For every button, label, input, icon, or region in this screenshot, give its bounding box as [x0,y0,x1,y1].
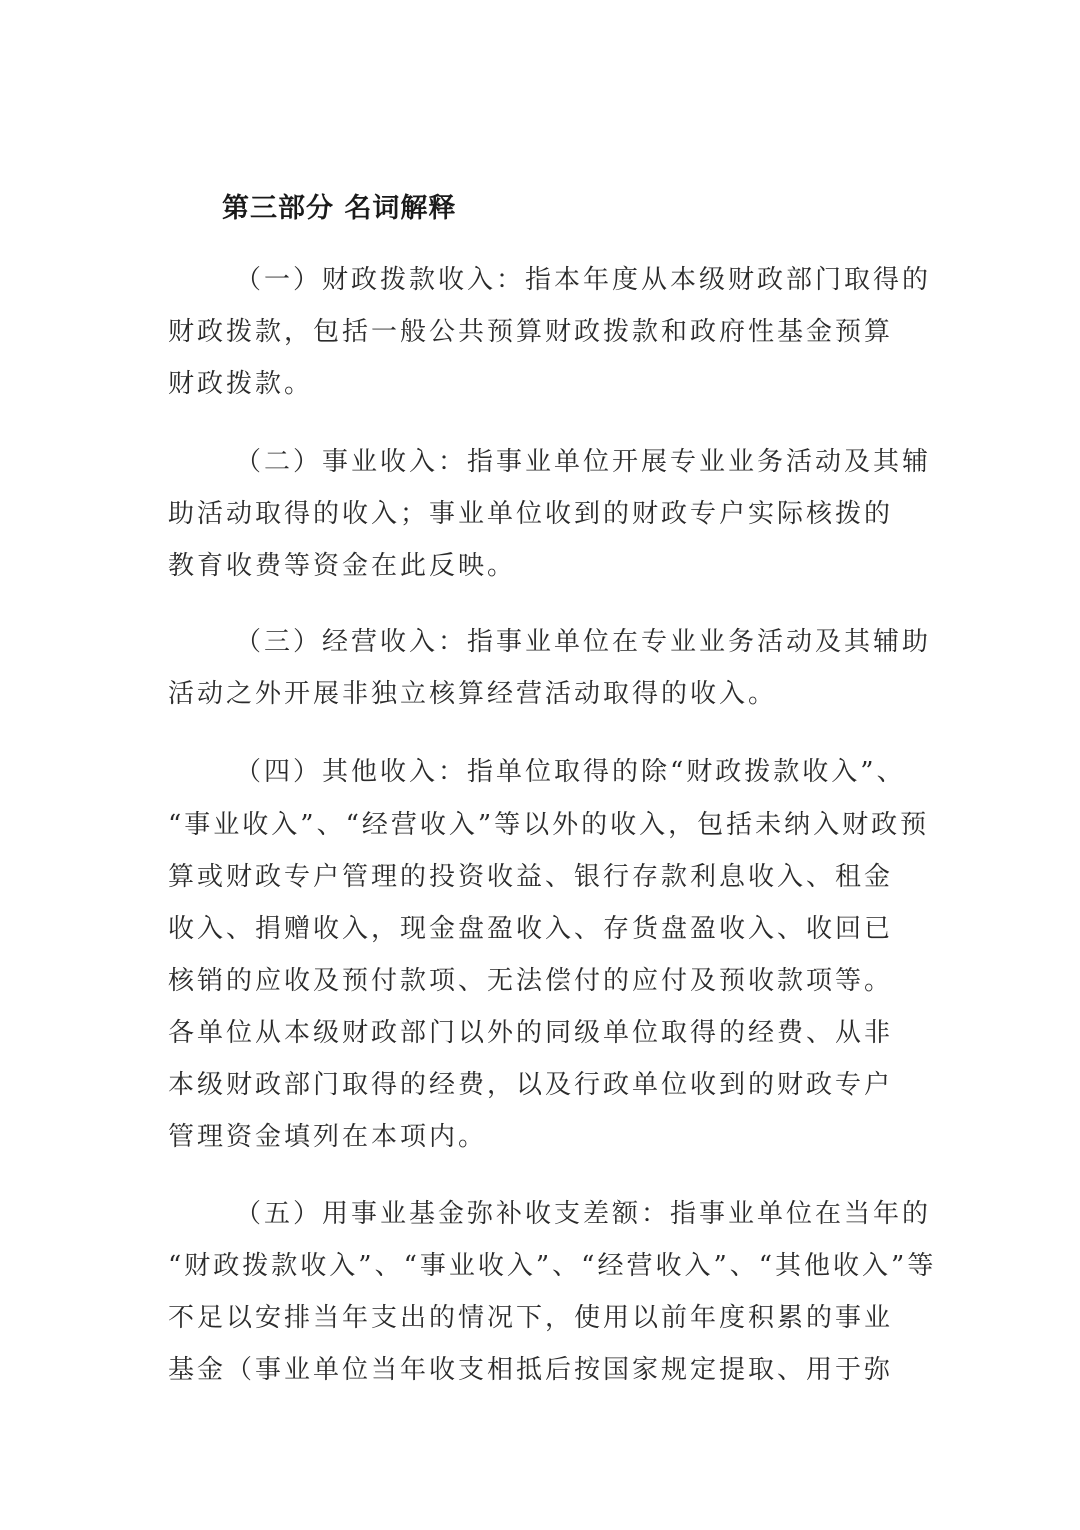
paragraph-5-line-3: 不足以安排当年支出的情况下，使用以前年度积累的事业 [168,1303,894,1333]
paragraph-1-line-2: 财政拨款，包括一般公共预算财政拨款和政府性基金预算 [168,317,894,347]
paragraph-1-line-1: （一）财政拨款收入：指本年度从本级财政部门取得的 [235,265,932,295]
paragraph-4-line-7: 本级财政部门取得的经费，以及行政单位收到的财政专户 [168,1070,894,1100]
paragraph-2-line-2: 助活动取得的收入；事业单位收到的财政专户实际核拨的 [168,499,894,529]
paragraph-4-line-2: “事业收入”、“经营收入”等以外的收入，包括未纳入财政预 [168,810,930,840]
paragraph-3-line-2: 活动之外开展非独立核算经营活动取得的收入。 [168,679,778,709]
paragraph-5-line-4: 基金（事业单位当年收支相抵后按国家规定提取、用于弥 [168,1355,894,1385]
paragraph-2-line-3: 教育收费等资金在此反映。 [168,551,517,581]
paragraph-4-line-8: 管理资金填列在本项内。 [168,1122,488,1152]
paragraph-1-line-3: 财政拨款。 [168,369,314,399]
paragraph-3-line-1: （三）经营收入：指事业单位在专业业务活动及其辅助 [235,627,932,657]
paragraph-5-line-1: （五）用事业基金弥补收支差额：指事业单位在当年的 [235,1199,932,1229]
paragraph-2-line-1: （二）事业收入：指事业单位开展专业业务活动及其辅 [235,447,932,477]
paragraph-4-line-1: （四）其他收入：指单位取得的除“财政拨款收入”、 [235,757,906,787]
page-title: 第三部分 名词解释 [222,193,457,224]
paragraph-4-line-3: 算或财政专户管理的投资收益、银行存款利息收入、租金 [168,862,894,892]
paragraph-4-line-6: 各单位从本级财政部门以外的同级单位取得的经费、从非 [168,1018,894,1048]
paragraph-5-line-2: “财政拨款收入”、“事业收入”、“经营收入”、“其他收入”等 [168,1251,937,1281]
paragraph-4-line-4: 收入、捐赠收入，现金盘盈收入、存货盘盈收入、收回已 [168,914,894,944]
paragraph-4-line-5: 核销的应收及预付款项、无法偿付的应付及预收款项等。 [168,966,894,996]
